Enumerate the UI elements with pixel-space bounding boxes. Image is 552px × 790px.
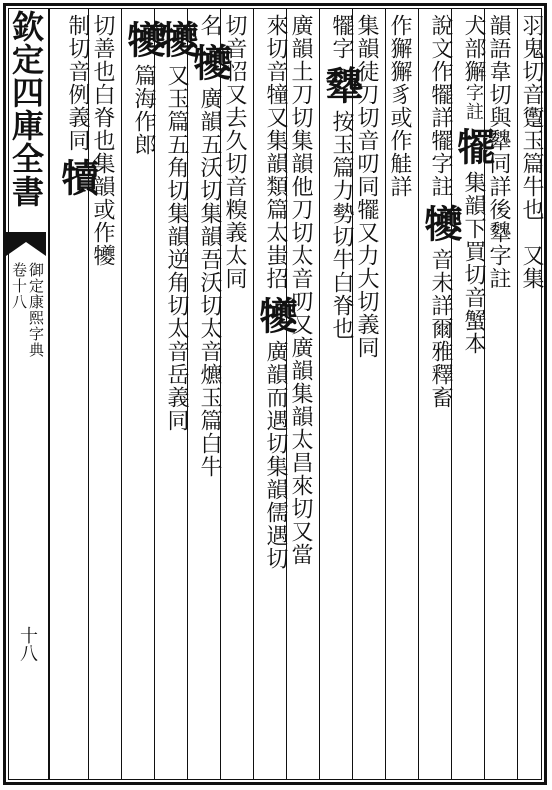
column-text: 切善也 [90, 14, 115, 83]
text-column-3 [451, 14, 496, 355]
column-text: 犤字 [329, 14, 354, 60]
folio-number: 十八 [17, 626, 38, 662]
text-column-11 [187, 14, 232, 478]
column-text: 羽鬼切音躗玉篇牛也 又集 [519, 14, 544, 290]
headword: 犪 [121, 20, 166, 58]
headword: 犪 [253, 296, 298, 334]
column-text: 廣韻而遇切集韻儒遇切 [263, 340, 288, 570]
column-text: 集韻下買切音蟹本 [461, 171, 486, 355]
column-text: 廣韻土刀切集韻他刀切太音叨又廣韻集韻太昌來切又當 [288, 14, 313, 566]
edition-title: 御定康熙字典 [27, 262, 45, 358]
column-text: 按玉篇力勢切牛白脊也 [329, 110, 354, 340]
column-text: 又玉篇五角切集韻逆角切太音岳義同 [164, 64, 189, 432]
column-rule [517, 8, 518, 780]
column-text: 字註 [463, 83, 484, 121]
text-column-4 [418, 14, 463, 409]
column-text: 韻語韋切與犩同詳後犩字註 [486, 14, 511, 290]
text-column-15 [55, 14, 100, 202]
column-text: 切音怊又去久切音糗義太同 [222, 14, 247, 290]
book-title: 欽定四庫全書 [7, 10, 45, 208]
text-column-1 [520, 14, 542, 290]
volume-label: 卷十八 [10, 262, 28, 310]
edition-label [10, 262, 44, 358]
column-rule [253, 8, 254, 780]
column-text: 白脊也集韻或作犪 [90, 83, 115, 267]
text-column-5 [388, 14, 410, 198]
headword: 犪 [418, 204, 463, 242]
column-rule [385, 8, 386, 780]
column-text: 又力大切義同 [354, 221, 379, 359]
column-text: 廣韻五沃切集韻吾沃切太音爊玉篇白牛 [197, 87, 222, 478]
column-text: 篇海作郎 [131, 64, 156, 156]
text-column-7 [319, 14, 364, 340]
column-text: 名 [197, 14, 222, 37]
column-text: 集韻徒刀切音叨同犤 [354, 14, 379, 221]
column-text: 音未詳爾雅釋畜 [428, 248, 453, 409]
column-rule [319, 8, 320, 780]
headword: 犩 [319, 66, 364, 104]
column-text: 作獬獬豸或作觟詳 [387, 14, 412, 198]
column-text: 犬部獬 [461, 14, 486, 83]
fishtail-mark-icon [6, 232, 46, 256]
column-text: 制切音例義同 [65, 14, 90, 152]
column-rule [121, 8, 122, 780]
headword: 犪 [154, 20, 199, 58]
text-column-13 [121, 14, 166, 156]
column-text: 來切音犝又集韻類篇太蚩招 [263, 14, 288, 290]
column-rule [418, 8, 419, 780]
text-column-9 [253, 14, 298, 570]
column-text: 說文作犤詳犤字註 [428, 14, 453, 198]
headword: 犤 [451, 127, 496, 165]
headword: 犪 [187, 43, 232, 81]
text-column-12 [154, 14, 199, 432]
spine-rule [48, 8, 50, 780]
headword: 犢 [55, 158, 100, 196]
